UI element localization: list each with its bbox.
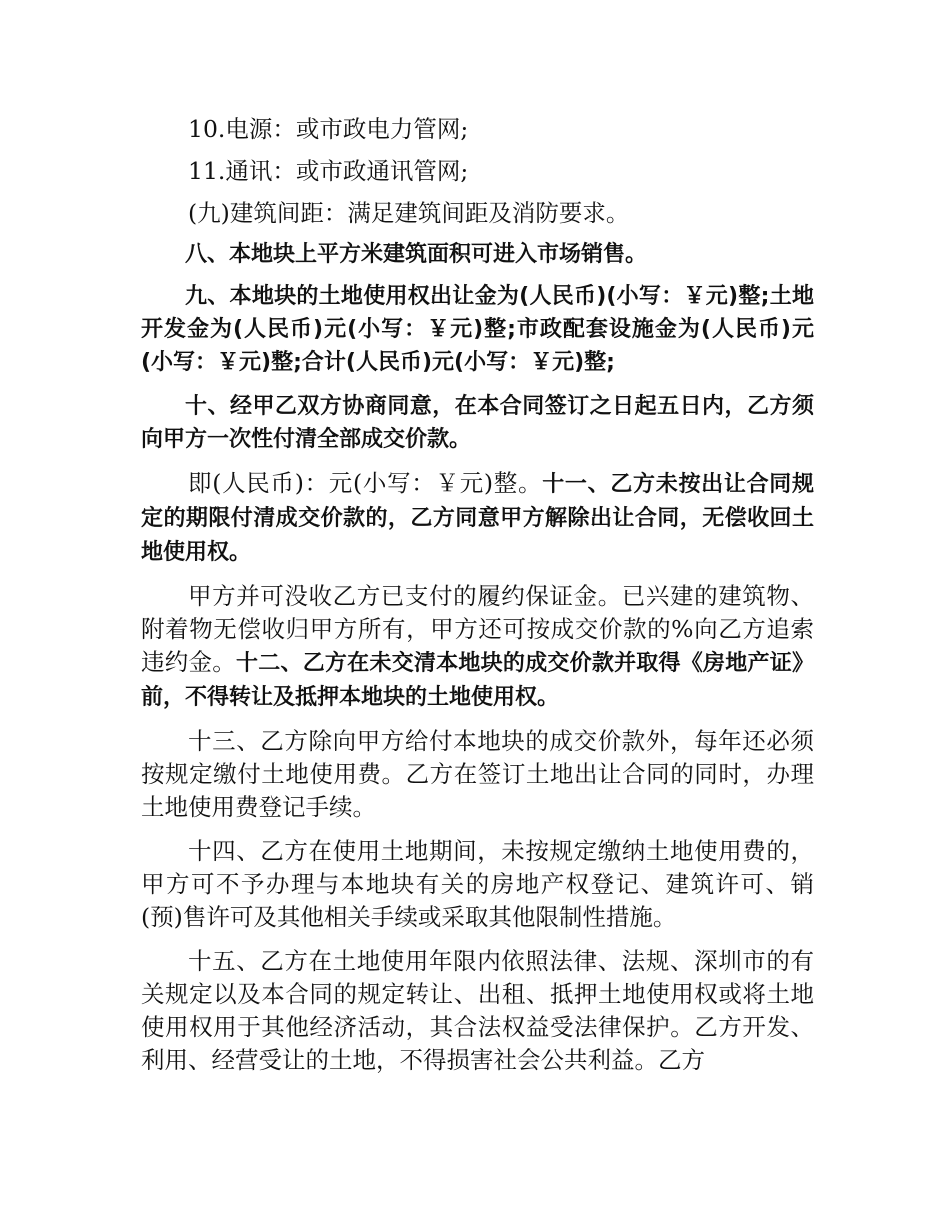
forfeit-deposit-text: 甲方并可没收乙方已支付的履约保证金。已兴建的建筑物、附着物无偿收归甲方所有，甲方还可按成交价款的%向乙方追索违约金。 — [141, 582, 814, 676]
clause-9-land-fees: 九、本地块的土地使用权出让金为(人民币)(小写：￥元)整;土地开发金为(人民币)元(小写：￥元)整;市政配套设施金为(人民币)元(小写：￥元)整;合计(人民币)元(小写：￥元)整; — [141, 284, 814, 375]
clause-building-spacing: (九)建筑间距：满足建筑间距及消防要求。 — [188, 199, 630, 227]
clause-11-default-text: 十一、乙方未按出让合同规定的期限付清成交价款的，乙方同意甲方解除出让合同，无偿收回土地使用权。 — [141, 472, 814, 565]
clause-15-rights: 十五、乙方在土地使用年限内依照法律、法规、深圳市的有关规定以及本合同的规定转让、出租、抵押土地使用权或将土地使用权用于其他经济活动，其合法权益受法律保护。乙方开发、利用、经营受让的土地，不得损害社会公共利益。乙方 — [141, 947, 814, 1074]
clause-12-transfer-text: 十二、乙方在未交清本地块的成交价款并取得《房地产证》前，不得转让及抵押本地块的土地使用权。 — [141, 651, 814, 710]
document-page — [141, 108, 814, 1088]
clause-14-unpaid-fee: 十四、乙方在使用土地期间，未按规定缴纳土地使用费的，甲方可不予办理与本地块有关的房地产权登记、建筑许可、销(预)售许可及其他相关手续或采取其他限制性措施。 — [141, 837, 814, 931]
clause-10-payment: 十、经甲乙双方协商同意，在本合同签订之日起五日内，乙方须向甲方一次性付清全部成交价款。 — [141, 394, 814, 452]
clause-8-sales-area: 八、本地块上平方米建筑面积可进入市场销售。 — [185, 242, 648, 267]
clause-power-supply: 10.电源：或市政电力管网; — [188, 115, 469, 143]
clause-12-paragraph — [141, 580, 814, 714]
clause-13-land-use-fee: 十三、乙方除向甲方给付本地块的成交价款外，每年还必须按规定缴付土地使用费。乙方在签订土地出让合同的同时，办理土地使用费登记手续。 — [141, 727, 814, 821]
payment-amount-text: 即(人民币)：元(小写：￥元)整。 — [188, 469, 543, 497]
clause-11-paragraph — [141, 467, 814, 569]
clause-telecom: 11.通讯：或市政通讯管网; — [188, 157, 469, 185]
